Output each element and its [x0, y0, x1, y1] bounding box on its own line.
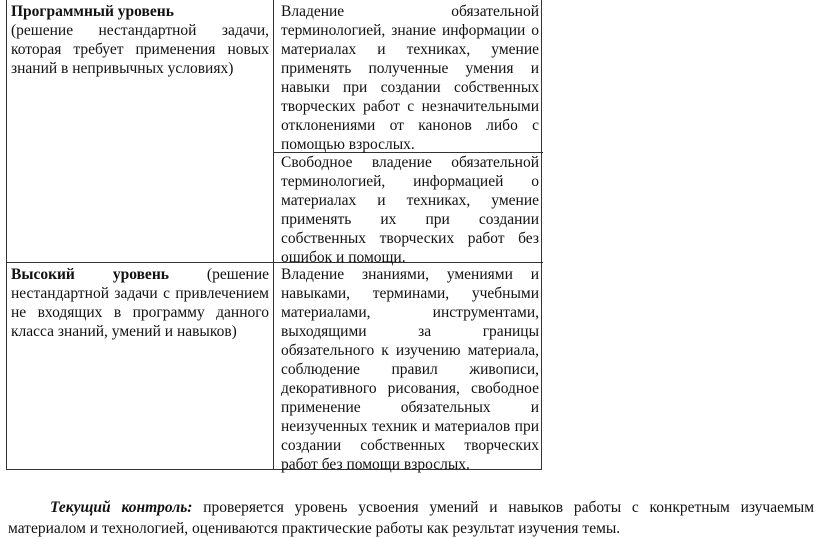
assessment-levels-table [6, 0, 542, 473]
level-title: Высокий уровень [11, 266, 169, 283]
level-cell-program [11, 2, 269, 78]
level-cell-high [11, 265, 269, 341]
paragraph-text: проверяется уровень усвоения умений и навыков работы с конкретным изучаемым материалом и технологией, оцениваются практические работы как результат изучения темы. [8, 499, 815, 537]
level-description: (решение нестандартной задачи с привлечением не входящих в программу данного класса знаний, умений и навыков) [11, 266, 269, 340]
level-title: Программный уровень [11, 3, 174, 20]
criterion-cell [281, 153, 539, 267]
criterion-cell [281, 265, 539, 474]
criterion-text: Владение обязательной терминологией, знание информации о материалах и техниках, умение применять полученные умения и навыки при создании собственных творческих работ с незначительными отклонениями от канонов либо с помощью взрослых. [281, 3, 539, 153]
criterion-text: Владение знаниями, умениями и навыками, терминами, учебными материалами, инструментами, выходящими за границы обязательного к изучению материала, соблюдение правил живописи, декоративного рисования, свободное применение обязательных и неизученных техник и материалов при создании собственных творческих работ без помощи взрослых. [281, 266, 539, 473]
table-column-divider [273, 0, 274, 470]
level-description: (решение нестандартной задачи, которая требует применения новых знаний в непривычных условиях) [11, 22, 269, 77]
current-control-paragraph [8, 497, 814, 539]
criterion-text: Свободное владение обязательной терминологией, информацией о материалах и техниках, умение применять их при создании собственных творческих работ без ошибок и помощи. [281, 154, 539, 266]
paragraph-lead: Текущий контроль: [50, 499, 193, 516]
criterion-cell [281, 2, 539, 154]
